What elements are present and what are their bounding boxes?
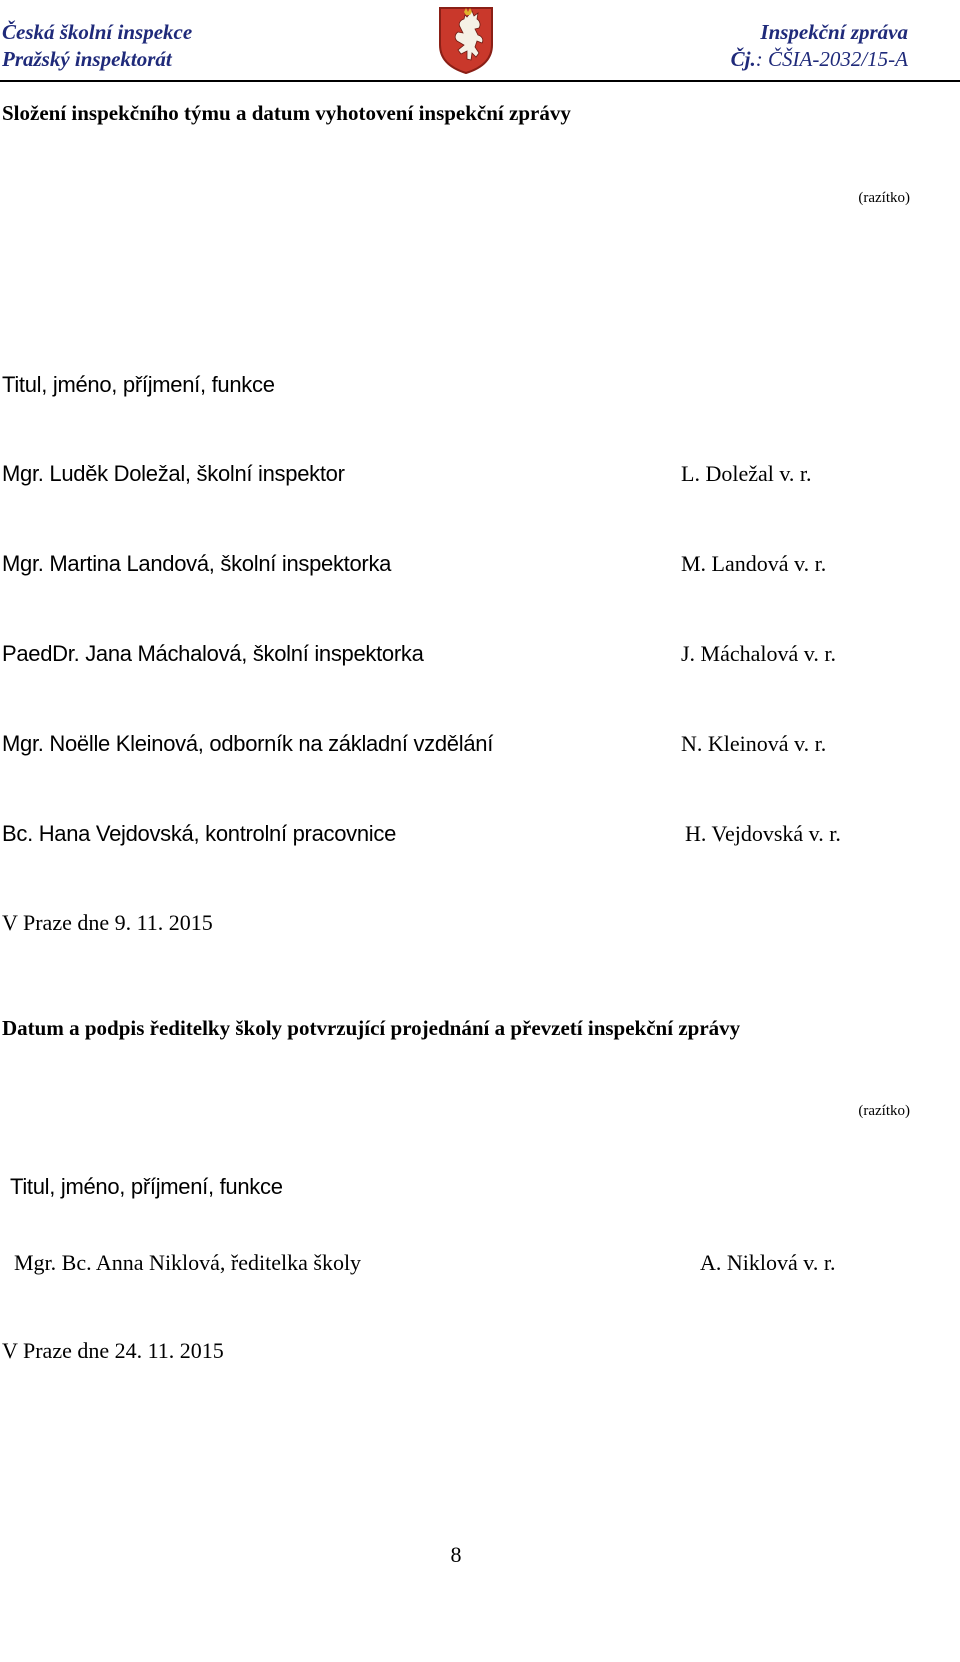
team-stamp-label: (razítko) [858,190,910,206]
director-section-date: V Praze dne 24. 11. 2015 [2,1338,224,1363]
header-org-name: Česká školní inspekce [2,20,193,44]
team-member-name: Bc. Hana Vejdovská, kontrolní pracovnice [2,821,397,846]
team-column-label: Titul, jméno, příjmení, funkce [2,372,275,397]
czech-lion-emblem-icon [437,5,495,75]
team-member-name: Mgr. Noëlle Kleinová, odborník na základní vzdělání [2,731,494,756]
team-member-name: Mgr. Martina Landová, školní inspektorka [2,551,392,576]
team-member-name: Mgr. Luděk Doležal, školní inspektor [2,461,345,486]
team-section-heading: Složení inspekčního týmu a datum vyhotovení inspekční zprávy [2,101,571,125]
header-doc-type: Inspekční zpráva [760,20,908,44]
team-member-name: PaedDr. Jana Máchalová, školní inspektorka [2,641,424,666]
director-name: Mgr. Bc. Anna Niklová, ředitelka školy [14,1250,362,1275]
header-inspectorate: Pražský inspektorát [2,47,172,71]
director-column-label: Titul, jméno, příjmení, funkce [10,1174,283,1199]
header-ref-prefix: Čj. [730,47,756,71]
team-member-signature: L. Doležal v. r. [681,461,812,486]
team-member-signature: M. Landová v. r. [681,551,827,576]
director-stamp-label: (razítko) [858,1103,910,1119]
director-signature: A. Niklová v. r. [700,1250,836,1275]
page-number: 8 [450,1542,462,1567]
header-rule [0,80,960,82]
team-member-signature: J. Máchalová v. r. [681,641,836,666]
team-member-signature: H. Vejdovská v. r. [685,821,841,846]
team-section-date: V Praze dne 9. 11. 2015 [2,910,213,935]
team-member-signature: N. Kleinová v. r. [681,731,827,756]
director-section-heading: Datum a podpis ředitelky školy potvrzující projednání a převzetí inspekční zprávy [2,1016,741,1040]
header-ref-number: : ČŠIA-2032/15-A [755,47,908,71]
